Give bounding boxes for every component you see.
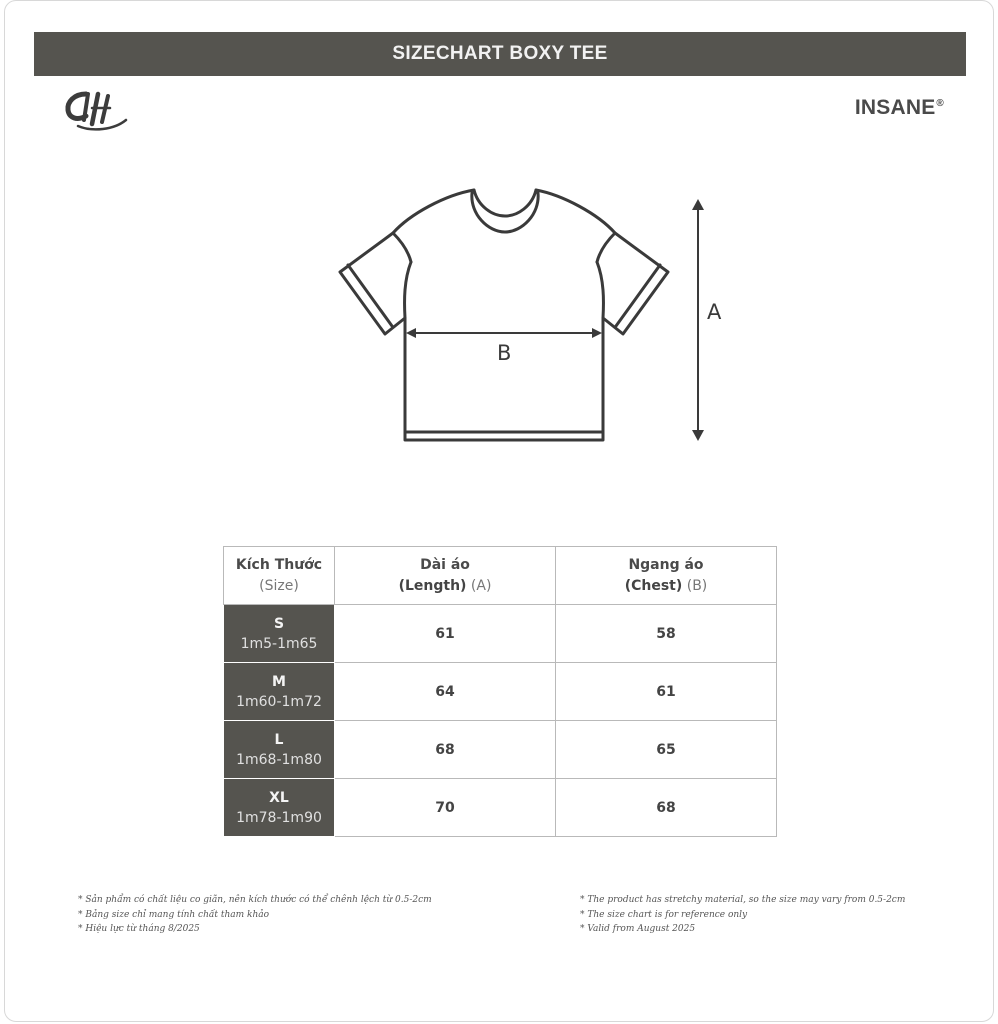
chest-value: 68 bbox=[556, 779, 777, 837]
note-line: * Valid from August 2025 bbox=[580, 924, 696, 934]
header-title: SIZECHART BOXY TEE bbox=[34, 32, 966, 76]
notes-english bbox=[580, 893, 905, 937]
size-height-range: 1m5-1m65 bbox=[240, 635, 318, 652]
note-line: * The size chart is for reference only bbox=[580, 909, 748, 920]
size-cell bbox=[224, 721, 335, 779]
header-size-sublabel-text: (Size) bbox=[259, 577, 299, 594]
brand-name-text: INSANE bbox=[854, 96, 936, 119]
length-value: 68 bbox=[335, 721, 556, 779]
length-value: 61 bbox=[335, 605, 556, 663]
note-line: * Hiệu lực từ tháng 8/2025 bbox=[78, 924, 200, 934]
note-line: * Sản phẩm có chất liệu co giãn, nên kích thước có thể chênh lệch từ 0.5-2cm bbox=[78, 895, 432, 905]
header-chest-label: Ngang áo bbox=[628, 556, 704, 573]
t-shirt-outline-icon bbox=[330, 180, 750, 450]
size-cell bbox=[224, 663, 335, 721]
page-frame bbox=[4, 0, 994, 1022]
header-length-label: Dài áo bbox=[420, 556, 470, 573]
note-line: * Bảng size chỉ mang tính chất tham khảo bbox=[78, 909, 270, 920]
header-chest bbox=[556, 547, 777, 605]
dimension-label-chest: B bbox=[497, 341, 512, 365]
header-size bbox=[224, 547, 335, 605]
brand-name bbox=[855, 96, 944, 120]
chest-value: 58 bbox=[556, 605, 777, 663]
table-row bbox=[224, 605, 777, 663]
size-cell bbox=[224, 779, 335, 837]
size-table bbox=[223, 546, 777, 837]
chest-value: 65 bbox=[556, 721, 777, 779]
size-height-range: 1m78-1m90 bbox=[236, 809, 322, 826]
size-code: XL bbox=[269, 789, 289, 806]
length-value: 64 bbox=[335, 663, 556, 721]
table-row bbox=[224, 779, 777, 837]
header-chest-sublabel-bold: (Chest) bbox=[624, 577, 683, 594]
table-row bbox=[224, 663, 777, 721]
header-length bbox=[335, 547, 556, 605]
note-line: * The product has stretchy material, so the size may vary from 0.5-2cm bbox=[580, 895, 906, 905]
brand-registered-mark: ® bbox=[936, 98, 944, 109]
notes-vietnamese bbox=[78, 893, 432, 937]
brand-monogram-logo bbox=[64, 88, 130, 132]
size-code: L bbox=[274, 731, 284, 748]
table-row bbox=[224, 721, 777, 779]
size-cell bbox=[224, 605, 335, 663]
size-code: S bbox=[273, 615, 285, 632]
header-length-sublabel-text: (A) bbox=[466, 577, 492, 594]
header-length-sublabel bbox=[335, 576, 555, 597]
size-height-range: 1m60-1m72 bbox=[236, 693, 322, 710]
header-size-sublabel bbox=[224, 576, 334, 597]
table-header-row bbox=[224, 547, 777, 605]
header-chest-sublabel-text: (B) bbox=[682, 577, 708, 594]
header-length-sublabel-bold: (Length) bbox=[398, 577, 467, 594]
size-height-range: 1m68-1m80 bbox=[236, 751, 322, 768]
header-chest-sublabel bbox=[556, 576, 776, 597]
chest-value: 61 bbox=[556, 663, 777, 721]
size-code: M bbox=[272, 673, 286, 690]
dimension-label-length: A bbox=[707, 300, 722, 324]
length-value: 70 bbox=[335, 779, 556, 837]
header-size-label: Kích Thước bbox=[235, 556, 323, 573]
